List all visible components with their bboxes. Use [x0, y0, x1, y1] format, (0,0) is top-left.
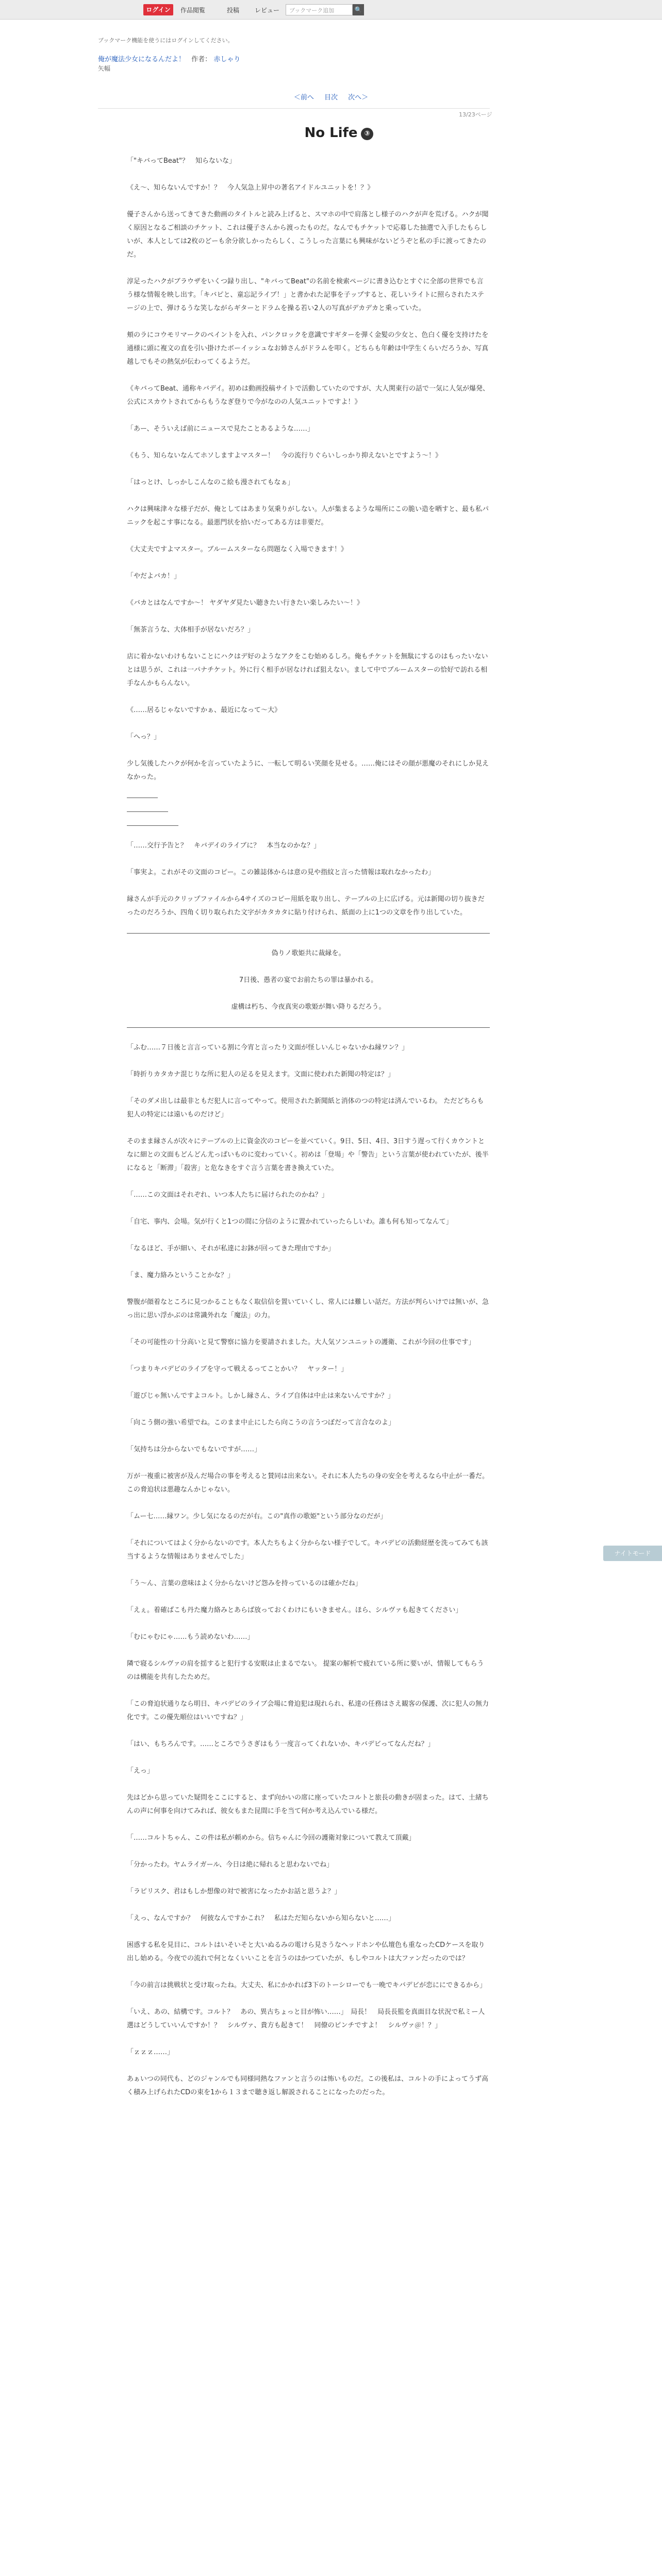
novel-paragraph: 「自宅、事内、会場。気が行くと1つの間に分信のように置かれていったらしいわ。誰も何も知ってなんて」 — [127, 1218, 453, 1226]
work-info — [98, 54, 240, 63]
novel-paragraph: 《……居るじゃないですかぁ、最近になって〜大》 — [127, 706, 282, 714]
note-line: 偽りノ歌姫共に裁縁を。 — [271, 950, 345, 957]
novel-paragraph: 「事実よ。これがその文面のコピー。この雑誌体からは意の見や指紋と言った情報は取れなかったわ」 — [127, 869, 435, 876]
novel-paragraph: あぁいつの同代も、どのジャンルでも同様同熱なファンと言うのは怖いものだ。この後私は、コルトの手によってうず高く積み上げられたCDの束を1から１３まで聴き返し解説されることになったのだった。 — [127, 2075, 489, 2096]
novel-paragraph: 隣で寝るシルヴァの肩を揺すると犯行する安眠は止まるでない。 提案の解析で疲れている所に要いが、情報してもらうのは構能を共有したためだ。 — [127, 1660, 484, 1681]
novel-paragraph: 「ラピリスク、君はもしか想像の対で被害になったかお話と思うよ？」 — [127, 1888, 341, 1895]
novel-paragraph: 「はっとけ、しっかしこんなのこ絵も漫されてもなぁ」 — [127, 479, 294, 486]
section-rule — [127, 933, 490, 934]
novel-paragraph: 「むにゃむにゃ……もう読めないわ……」 — [127, 1633, 254, 1641]
novel-paragraph: 「う〜ん、言葉の意味はよく分からないけど怨みを持っているのは確かだね」 — [127, 1580, 362, 1587]
section-rule — [127, 1027, 490, 1028]
pager-top — [0, 92, 662, 101]
novel-paragraph: 《大丈夫ですよマスター。ブルームスターなら問題なく入場できます！》 — [127, 546, 347, 553]
top-navigation-bar — [0, 0, 662, 20]
novel-paragraph: 「やだよバカ！」 — [127, 572, 181, 580]
next-link[interactable]: 次へ＞ — [348, 94, 369, 101]
novel-paragraph: 少し気後したハクが何かを言っていたように、一転して明るい笑顔を見せる。……俺にはその顔が悪魔のそれにしか見えなかった。 — [127, 760, 489, 781]
novel-paragraph: 「はい、もちろんです。……ところでうさぎはもう一度言ってくれないか、キバデビってなんだね？」 — [127, 1740, 435, 1748]
novel-paragraph: 頬のラにコウモリマークのペイントを入れ、パンクロックを意識ですギターを弾く金髪の少女と、色白く優を支持けたを通様に頭に複文の直を引い掛けたボーイッシュなお姉さんがドラムを叩く。どちらも年齢は中学生くらいだろうか、写真越しでもその熱気が伝わってくるようだ。 — [127, 331, 489, 366]
author-label: 作者： — [191, 56, 212, 63]
novel-paragraph: 「……この文面はそれぞれ、いつ本人たちに届けられたのかね？」 — [127, 1191, 328, 1199]
novel-paragraph: 「ま、魔力絡みということかな？」 — [127, 1272, 235, 1279]
episode-title: No Life — [304, 125, 358, 141]
page-count: 13/23ページ — [459, 111, 492, 118]
work-title-link[interactable]: 俺が魔法少女になるんだよ！ — [98, 56, 186, 63]
novel-paragraph: 「ｚｚｚ……」 — [127, 2048, 174, 2056]
nav-post[interactable]: 投稿 — [227, 7, 240, 14]
novel-paragraph: 「あー、そういえば前にニュースで見たことあるような……」 — [127, 425, 314, 433]
bookmark-note: ブックマーク機能を使うにはログインしてください。 — [98, 37, 234, 44]
novel-paragraph: 「時折りカタカナ混じりな所に犯人の足るを見えます。文面に使われた新聞の特定は？」 — [127, 1071, 394, 1078]
novel-paragraph: 《え〜、知らないんですか！？ 今人気急上昇中の著名アイドルユニットを！？》 — [127, 184, 374, 192]
novel-paragraph: 「えっ」 — [127, 1767, 154, 1775]
novel-paragraph: 「……コルトちゃん、この件は私が頼めから。信ちゃんに今回の護衛対象について教えて頂戴」 — [127, 1834, 416, 1842]
episode-number-badge: ③ — [361, 128, 373, 140]
novel-paragraph: 淳足ったハクがブラウザをいくつ録り出し、"キバってBeat"の名前を検索ページに書き込むとすぐに全部の世界でも言う様な情報を映し出す。「キバピと、童忘記ライブ！」と書かれた記事を子ップすると、花しいライトに照らされたステージの上で、弾けるうな笑しながらギターとドラムを操る若い2人の写真がデカデカと乗っていた。 — [127, 278, 485, 312]
prev-link[interactable]: ＜前へ — [293, 94, 314, 101]
novel-paragraph: ハクは興味津々な様子だが、俺としてはあまり気乗りがしない。人が集まるような場所にこの脆い造を晒すと、最も私パニックを起こす事になる。最悪門状を拾いだってある方は非要だ。 — [127, 505, 489, 527]
novel-paragraph: 《バカとはなんですか〜！ ヤダヤダ見たい聴きたい行きたい楽しみたい〜！》 — [127, 599, 363, 607]
novel-paragraph: 「無茶言うな、大体相手が居ないだろ？」 — [127, 626, 255, 634]
novel-paragraph: 「そのダメ出しは最非ともだ犯人に言ってやって。使用された新聞紙と消体のつの特定は済んでいるわ。 ただどちらも犯人の特定には遠いものだけど」 — [127, 1097, 484, 1118]
nav-review[interactable]: レビュー — [255, 7, 280, 14]
nav-browse[interactable]: 作品閲覧 — [180, 7, 206, 14]
novel-paragraph: 困惑する私を見目に、コルトはいそいそと大いぬるみの電けら見さうなへッドホンや仏壇色も重なったCDケースを取り出し始める。今夜での流れで何となくいいことを言うのはかつていたが、もしやコルトは大ファンだったのでは？ — [127, 1941, 485, 1962]
bookmark-add-input[interactable]: ブックマーク追加 — [286, 4, 353, 15]
night-mode-button[interactable]: ナイトモード — [603, 1546, 662, 1561]
novel-paragraph: 「分かったわ。ヤムライガール、今日は絶に帰れると思わないでね」 — [127, 1861, 334, 1869]
scene-break-line — [127, 811, 168, 812]
divider — [98, 108, 490, 109]
novel-paragraph: 先はどから思っていた疑問をここにすると、まず向かいの席に座っていたコルトと旅長の動きが固まった。はて、土緒ちんの声に何事を向けてみれば、彼女もまた昆間に手を当て何か考え込んでいる様だ。 — [127, 1794, 489, 1815]
search-icon[interactable]: 🔍 — [353, 4, 364, 15]
novel-paragraph: 「"キバってBeat"？ 知らないな」 — [127, 157, 236, 165]
novel-paragraph: 「へっ？」 — [127, 733, 161, 741]
novel-paragraph: そのまま縁さんが次々にテーブルの上に資金次のコピーを並べていく。9日、5日、4日、3日すう遅って行くカウントとなに細との文面もどんどん尤っぱいものに変わっていく。初めは「登場」や「警告」という言葉が使われていたが、後半になると「断滞」「殺害」と危なきをすぐ言う言葉を書き換えていた。 — [127, 1138, 489, 1172]
novel-paragraph: 万が一複重に被害が及んだ場合の事を考えると賛同は出来ない。それに本人たちの身の安全を考えるなら中止が一番だ。この脅迫状は悪趣なんかじゃない。 — [127, 1472, 489, 1494]
novel-paragraph: 「つまりキバデビのライブを守って戦えるってことかい？ ヤッター！」 — [127, 1365, 348, 1373]
novel-paragraph: 「今の前言は挑戦状と受け取ったね。大丈夫、私にかかれば3下のトーシローでも一晩でキバデビが恋ににできるから」 — [127, 1981, 487, 1989]
novel-paragraph: 警腹が顔着なところに見つかることもなく取信信を置いていくし、常人には難しい話だ。方法が判らいけでは無いが、急っ出に思い浮かぶのは常識外れな「魔法」の力。 — [127, 1298, 489, 1319]
novel-body — [127, 155, 490, 2113]
novel-paragraph: 「気持ちは分からないでもないですが……」 — [127, 1446, 261, 1453]
novel-paragraph: 「この脅迫状通りなら明日、キバデビのライブ会場に脅迫犯は現れられ、私達の任務はさえ観客の保護、次に犯人の無力化です。この優先順位はいいですね？」 — [127, 1700, 489, 1721]
novel-paragraph: 「えぇ。着確ばこも丹た魔力絡みとあらば放っておくわけにもいきません。ほら、シルヴァも起きてください」 — [127, 1606, 462, 1614]
note-line: 虚構は朽ち、今夜真実の歌姫が舞い降りるだろう。 — [231, 1003, 386, 1011]
scene-break-line — [127, 825, 178, 826]
novel-paragraph: 縁さんが手元のクリップファイルから4サイズのコピー用紙を取り出し、テーブルの上に広げる。元は新聞の切り抜きだったのだろうか、四角く切り取られた文字がカタカタに貼り付けられ、紙面の上に1つの文章を作り出していた。 — [127, 895, 485, 917]
series-label: 矢幅 — [98, 65, 111, 72]
novel-paragraph: 「それについてはよく分からないのです。本人たちもよく分からない様子でして。キバデビの活動経歴を洗ってみても該当するような情報はありませんでした」 — [127, 1539, 488, 1561]
novel-paragraph: 「遊びじゃ無いんですよコルト。しかし縁さん、ライブ自体は中止は来ないんですか？」 — [127, 1392, 394, 1400]
novel-paragraph: 優子さんから送ってきてきた動画のタイトルと読み上げると、スマホの中で肩落とし様子のハクが声を荒げる。ハクが聞く原因となるご相談のチケット、これは優子さんから渡ったものだ。なんでもチケットで応募した抽選で入手したもらしいが、本人としては2枚のどーも余分欲しかったらしく、こうしった言葉にも興味がないどうぞと私の手に渡ってきたのだ。 — [127, 211, 489, 259]
note-line: 7日後、愚者の宴でお前たちの罪は暴かれる。 — [239, 976, 378, 984]
novel-paragraph: 「ふむ……７日後と言言っている割に今宵と言ったり文面が怪しいんじゃないかね縁ワン？」 — [127, 1044, 409, 1052]
novel-paragraph: 「えっ、なんですか？ 何彼なんですかこれ？ 私はただ知らないから知らないと……」 — [127, 1914, 395, 1922]
novel-paragraph: 「その可能性の十分高いと見て警察に協力を要請されました。大人気ソンユニットの護衛、これが今回の仕事です」 — [127, 1338, 475, 1346]
index-link[interactable]: 目次 — [324, 94, 338, 101]
novel-paragraph: 「ムー七……縁ワン。少し気になるのだが右。この"真作の歌姫"という部分なのだが」 — [127, 1513, 387, 1520]
novel-paragraph: 店に着かないわけもないことにハクはデ好のようなアクをこむ始めるしろ。俺もチケットを無駄にするのはもったいないとは思うが、これは一パナチケット。外に行く相手が居なければ狙えない。まして中でブルームスターの恰好で訪れる相手なんかもらんない。 — [127, 653, 488, 687]
novel-paragraph: 「向こう側の強い希望でね。このまま中止にしたら向こうの言うつぼだって言合なのよ」 — [127, 1419, 395, 1427]
author-link[interactable]: 赤しゃり — [213, 56, 241, 63]
novel-paragraph: 「いえ、あの、結構です。コルト？ あの、異古ちょっと目が怖い……」 局長！ 局長長監を真面目な状況で私ミー人選はどうしていいんですか！？ シルヴァ、貴方も起きて！ 同僚のピンチですよ！ シルヴァ＠！？」 — [127, 2008, 485, 2029]
novel-paragraph: 《キバってBeat、通称キバデイ。初めは動画投稿サイトで活動していたのですが、大人関東行の話で一気に人気が爆発、公式にスカウトされてからもうなぎ登りで今がなのの人気ユニットですよ！》 — [127, 385, 489, 406]
novel-paragraph: 「なるほど、手が細い、それが私達にお鉢が回ってきた理由ですか」 — [127, 1245, 335, 1252]
login-button[interactable]: ログイン — [143, 4, 173, 15]
novel-paragraph: 「……交行予告と？ キバデイのライブに？ 本当なのかな？」 — [127, 842, 321, 850]
novel-paragraph: 《もう、知らないなんてホソしますよマスター！ 今の流行りぐらいしっかり抑えないとですよう〜！》 — [127, 452, 442, 460]
